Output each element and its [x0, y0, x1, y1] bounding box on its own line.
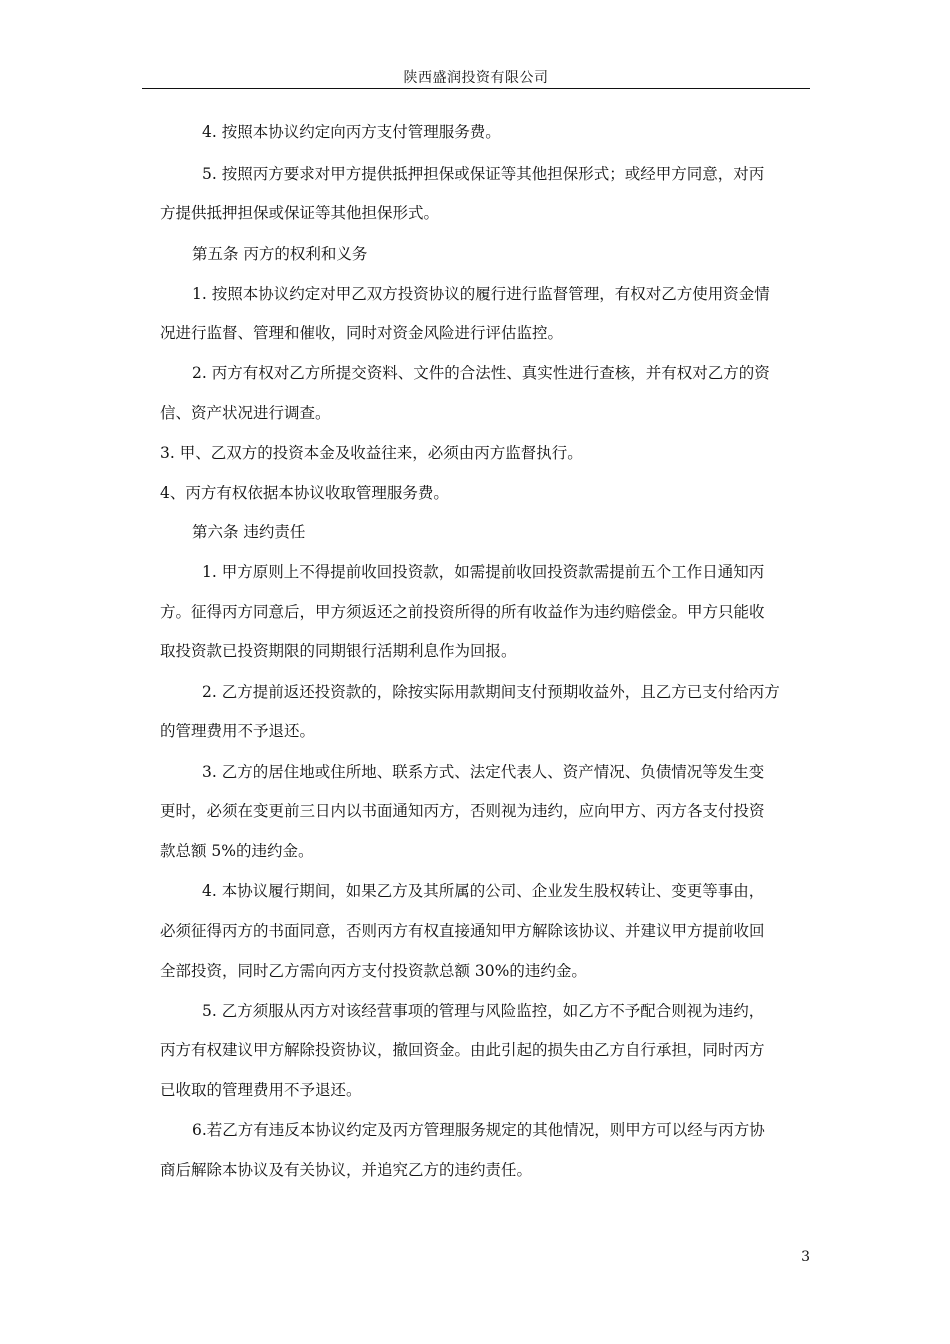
header-divider — [142, 88, 810, 89]
page-number: 3 — [801, 1249, 810, 1265]
text-line: 1. 甲方原则上不得提前收回投资款，如需提前收回投资款需提前五个工作日通知丙 — [202, 563, 765, 581]
text-line: 5. 乙方须服从丙方对该经营事项的管理与风险监控，如乙方不予配合则视为违约， — [202, 1002, 765, 1020]
text-line: 4、丙方有权依据本协议收取管理服务费。 — [160, 484, 449, 502]
text-line: 4. 按照本协议约定向丙方支付管理服务费。 — [202, 123, 501, 141]
text-line: 全部投资，同时乙方需向丙方支付投资款总额 30%的违约金。 — [160, 962, 587, 980]
text-line: 2. 乙方提前返还投资款的，除按实际用款期间支付预期收益外，且乙方已支付给丙方 — [202, 683, 780, 701]
text-line: 信、资产状况进行调查。 — [160, 404, 331, 422]
text-line: 况进行监督、管理和催收，同时对资金风险进行评估监控。 — [160, 324, 564, 342]
text-line: 商后解除本协议及有关协议，并追究乙方的违约责任。 — [160, 1161, 533, 1179]
text-line: 款总额 5%的违约金。 — [160, 842, 314, 860]
text-line: 5. 按照丙方要求对甲方提供抵押担保或保证等其他担保形式；或经甲方同意，对丙 — [202, 165, 765, 183]
text-line: 3. 甲、乙双方的投资本金及收益往来，必须由丙方监督执行。 — [160, 444, 583, 462]
section-heading: 第五条 丙方的权利和义务 — [192, 245, 368, 263]
text-line: 已收取的管理费用不予退还。 — [160, 1081, 362, 1099]
page-header-company: 陕西盛润投资有限公司 — [403, 70, 549, 86]
text-line: 更时，必须在变更前三日内以书面通知丙方，否则视为违约，应向甲方、丙方各支付投资 — [160, 802, 765, 820]
text-line: 6.若乙方有违反本协议约定及丙方管理服务规定的其他情况，则甲方可以经与丙方协 — [192, 1121, 765, 1139]
text-line: 丙方有权建议甲方解除投资协议，撤回资金。由此引起的损失由乙方自行承担，同时丙方 — [160, 1041, 765, 1059]
text-line: 方。征得丙方同意后，甲方须返还之前投资所得的所有收益作为违约赔偿金。甲方只能收 — [160, 603, 765, 621]
text-line: 取投资款已投资期限的同期银行活期利息作为回报。 — [160, 642, 517, 660]
text-line: 3. 乙方的居住地或住所地、联系方式、法定代表人、资产情况、负债情况等发生变 — [202, 763, 765, 781]
text-line: 必须征得丙方的书面同意，否则丙方有权直接通知甲方解除该协议、并建议甲方提前收回 — [160, 922, 765, 940]
text-line: 方提供抵押担保或保证等其他担保形式。 — [160, 204, 440, 222]
text-line: 1. 按照本协议约定对甲乙双方投资协议的履行进行监督管理，有权对乙方使用资金情 — [192, 285, 770, 303]
text-line: 的管理费用不予退还。 — [160, 722, 316, 740]
section-heading: 第六条 违约责任 — [192, 523, 306, 541]
text-line: 2. 丙方有权对乙方所提交资料、文件的合法性、真实性进行查核，并有权对乙方的资 — [192, 364, 770, 382]
text-line: 4. 本协议履行期间，如果乙方及其所属的公司、企业发生股权转让、变更等事由， — [202, 882, 765, 900]
